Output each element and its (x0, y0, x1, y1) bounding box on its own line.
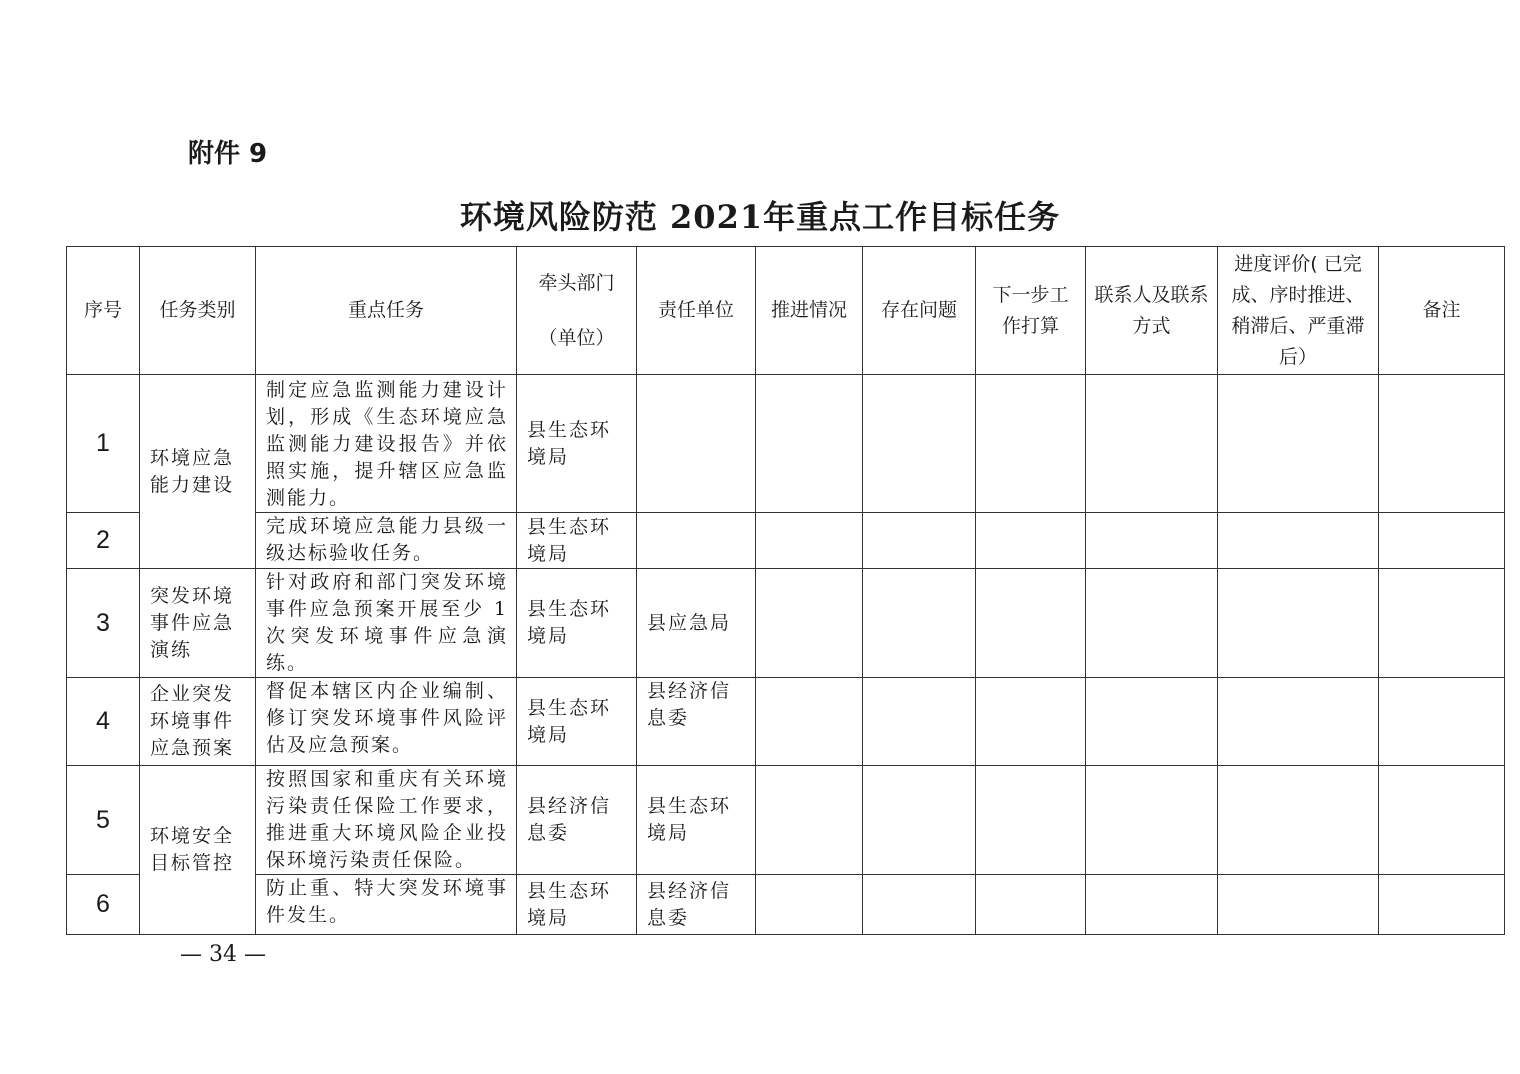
contact-cell (1086, 375, 1218, 513)
row-number: 4 (67, 678, 140, 766)
header-lead-dept-line1: 牵头部门 (538, 271, 615, 294)
next-plan-cell (976, 766, 1086, 875)
category-cell: 环境应急能力建设 (140, 375, 256, 569)
issues-cell (863, 678, 976, 766)
header-evaluation: 进度评价( 已完成、序时推进、稍滞后、严重滞后） (1218, 247, 1379, 375)
remarks-cell (1379, 375, 1505, 513)
next-plan-cell (976, 375, 1086, 513)
issues-cell (863, 375, 976, 513)
table-row (67, 766, 1505, 875)
row-number: 6 (67, 875, 140, 935)
tasks-table (66, 246, 1505, 935)
table-row (67, 375, 1505, 513)
remarks-cell (1379, 569, 1505, 678)
issues-cell (863, 766, 976, 875)
contact-cell (1086, 766, 1218, 875)
document-title: 环境风险防范 2021年重点工作目标任务 (459, 198, 1061, 236)
resp-unit-cell (637, 513, 756, 569)
issues-cell (863, 513, 976, 569)
contact-cell (1086, 513, 1218, 569)
header-category: 任务类别 (140, 247, 256, 375)
table-row (67, 513, 1505, 569)
category-cell: 突发环境事件应急演练 (140, 569, 256, 678)
table-row (67, 875, 1505, 935)
header-issues: 存在问题 (863, 247, 976, 375)
table-row (67, 569, 1505, 678)
lead-dept-cell: 县经济信息委 (517, 766, 637, 875)
evaluation-cell (1218, 569, 1379, 678)
header-row (67, 247, 1505, 375)
progress-cell (756, 569, 863, 678)
task-cell: 制定应急监测能力建设计划，形成《生态环境应急监测能力建设报告》并依照实施，提升辖区应急监测能力。 (256, 375, 517, 513)
evaluation-cell (1218, 678, 1379, 766)
resp-unit-cell: 县应急局 (637, 569, 756, 678)
next-plan-cell (976, 569, 1086, 678)
progress-cell (756, 678, 863, 766)
category-cell: 环境安全目标管控 (140, 766, 256, 935)
row-number: 5 (67, 766, 140, 875)
progress-cell (756, 513, 863, 569)
lead-dept-cell: 县生态环境局 (517, 678, 637, 766)
row-number: 2 (67, 513, 140, 569)
header-lead-dept-line2: （单位） (538, 326, 615, 349)
remarks-cell (1379, 678, 1505, 766)
issues-cell (863, 875, 976, 935)
task-cell: 防止重、特大突发环境事件发生。 (256, 875, 517, 935)
next-plan-cell (976, 875, 1086, 935)
header-task: 重点任务 (256, 247, 517, 375)
issues-cell (863, 569, 976, 678)
progress-cell (756, 375, 863, 513)
table-row (67, 678, 1505, 766)
evaluation-cell (1218, 766, 1379, 875)
header-progress: 推进情况 (756, 247, 863, 375)
contact-cell (1086, 678, 1218, 766)
resp-unit-cell: 县经济信息委 (637, 678, 756, 766)
header-next-plan: 下一步工作打算 (976, 247, 1086, 375)
header-remarks: 备注 (1379, 247, 1505, 375)
progress-cell (756, 875, 863, 935)
task-cell: 针对政府和部门突发环境事件应急预案开展至少 1次突发环境事件应急演练。 (256, 569, 517, 678)
lead-dept-cell: 县生态环境局 (517, 513, 637, 569)
remarks-cell (1379, 513, 1505, 569)
page-number: — 34 — (180, 942, 266, 967)
task-cell: 按照国家和重庆有关环境污染责任保险工作要求，推进重大环境风险企业投保环境污染责任保险。 (256, 766, 517, 875)
header-resp-unit: 责任单位 (637, 247, 756, 375)
remarks-cell (1379, 766, 1505, 875)
attachment-label: 附件 9 (188, 139, 268, 169)
category-cell: 企业突发环境事件应急预案 (140, 678, 256, 766)
evaluation-cell (1218, 375, 1379, 513)
lead-dept-cell: 县生态环境局 (517, 569, 637, 678)
row-number: 3 (67, 569, 140, 678)
resp-unit-cell (637, 375, 756, 513)
task-cell: 完成环境应急能力县级一级达标验收任务。 (256, 513, 517, 569)
header-no: 序号 (67, 247, 140, 375)
remarks-cell (1379, 875, 1505, 935)
task-cell: 督促本辖区内企业编制、修订突发环境事件风险评估及应急预案。 (256, 678, 517, 766)
header-lead-dept (517, 247, 637, 375)
header-contact: 联系人及联系方式 (1086, 247, 1218, 375)
next-plan-cell (976, 513, 1086, 569)
next-plan-cell (976, 678, 1086, 766)
lead-dept-cell: 县生态环境局 (517, 875, 637, 935)
evaluation-cell (1218, 513, 1379, 569)
evaluation-cell (1218, 875, 1379, 935)
lead-dept-cell: 县生态环境局 (517, 375, 637, 513)
resp-unit-cell: 县生态环境局 (637, 766, 756, 875)
row-number: 1 (67, 375, 140, 513)
contact-cell (1086, 875, 1218, 935)
progress-cell (756, 766, 863, 875)
contact-cell (1086, 569, 1218, 678)
resp-unit-cell: 县经济信息委 (637, 875, 756, 935)
